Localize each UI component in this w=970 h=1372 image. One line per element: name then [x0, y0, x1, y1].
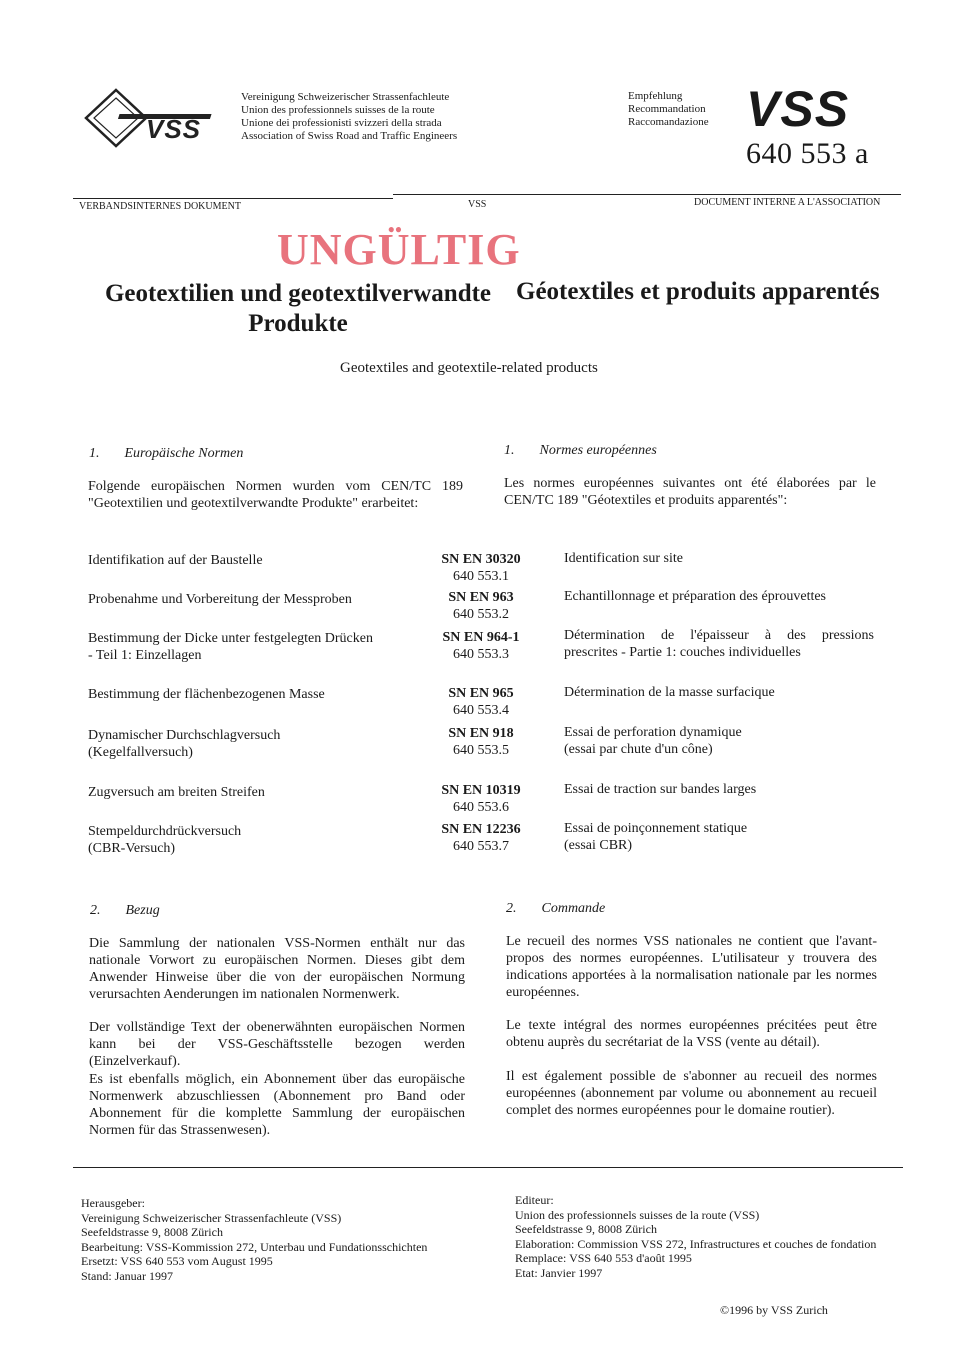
section1-num-de: 1. [89, 446, 100, 461]
publisher-fr-org: Union des professionnels suisses de la route (VSS) [515, 1207, 760, 1222]
org-name-en: Association of Swiss Road and Traffic Engineers [241, 130, 458, 142]
section2-paragraph1-de: Die Sammlung der nationalen VSS-Normen enthält nur das nationale Vorwort zu europäischen Normen. Dieses gibt dem Anwender Hinweise über die von der europäischen Normung verursachten Aenderungen im nationalen Normenwerk. [89, 936, 465, 1002]
publisher-fr-status: Etat: Janvier 1997 [515, 1265, 603, 1280]
norm-row-code [421, 629, 541, 663]
section1-intro-de [88, 478, 463, 512]
title-de-line1: Geotextilien und geotextilverwandte [104, 280, 492, 307]
norm-fr-text: Détermination de l'épaisseur à des pressions [564, 628, 874, 643]
norm-row-fr [564, 627, 874, 661]
org-names [241, 91, 481, 143]
norm-de-text: Identifikation auf der Baustelle [88, 553, 263, 568]
publisher-de [81, 1196, 481, 1283]
recommendation-it: Raccomandazione [628, 116, 709, 128]
norm-row-code [421, 821, 541, 855]
norm-code: SN EN 30320 [441, 552, 521, 567]
section2-heading-fr [506, 900, 605, 917]
header-rule-left [73, 198, 393, 199]
norm-row-fr [564, 781, 874, 798]
norm-fr-text: Essai de traction sur bandes larges [564, 782, 757, 797]
section1-heading-fr [504, 442, 657, 459]
norm-code: SN EN 965 [448, 686, 514, 701]
vss-logo [84, 88, 224, 150]
footer-rule [73, 1167, 903, 1168]
norm-row-de [88, 784, 418, 801]
norm-row-fr [564, 550, 874, 567]
section1-intro-fr-line2: CEN/TC 189 "Géotextiles et produits apparentés": [504, 493, 788, 508]
norm-de-text: Dynamischer Durchschlagversuch [88, 728, 281, 743]
norm-fr-text-cont: prescrites - Partie 1: couches individuelles [564, 645, 801, 660]
norm-row-de [88, 686, 418, 703]
norm-fr-text: Essai de poinçonnement statique [564, 821, 748, 836]
copyright: ©1996 by VSS Zurich [720, 1303, 828, 1317]
publisher-de-commission: Bearbeitung: VSS-Kommission 272, Unterbau und Fundationsschichten [81, 1239, 428, 1254]
section2-paragraph2-fr: Le texte intégral des normes européennes précitées peut être obtenu auprès du secrétariat de la VSS (vente au détail). [506, 1018, 877, 1050]
norm-vss-number: 640 553.2 [453, 607, 509, 622]
section2-paragraph2-de: Der vollständige Text der obenerwähnten europäischen Normen kann bei der VSS-Geschäftsstelle bezogen werden (Einzelverkauf). [89, 1020, 465, 1069]
invalid-stamp: UNGÜLTIG [277, 225, 521, 274]
norm-vss-number: 640 553.1 [453, 569, 509, 584]
norm-row-code [421, 551, 541, 585]
norm-fr-text-cont: (essai CBR) [564, 838, 633, 853]
brand-vss: VSS [746, 81, 850, 137]
norm-de-text: Bestimmung der flächenbezogenen Masse [88, 687, 325, 702]
norm-row-code [421, 685, 541, 719]
norm-row-de [88, 552, 418, 569]
norm-code: SN EN 10319 [441, 783, 521, 798]
norm-fr-text-cont: (essai par chute d'un cône) [564, 742, 713, 757]
internal-document-center: VSS [468, 199, 487, 210]
norm-row-de [88, 727, 418, 761]
publisher-fr-replaces: Remplace: VSS 640 553 d'août 1995 [515, 1251, 692, 1265]
norm-vss-number: 640 553.5 [453, 743, 509, 758]
norm-row-code [421, 725, 541, 759]
internal-document-de: VERBANDSINTERNES DOKUMENT [79, 201, 241, 212]
publisher-de-status: Stand: Januar 1997 [81, 1268, 173, 1283]
norm-row-code [421, 782, 541, 816]
section1-intro-fr-line1: Les normes européennes suivantes ont été élaborées par le [504, 476, 876, 491]
section2-num-de: 2. [90, 903, 101, 918]
section1-intro-de-line2: "Geotextilien und geotextilverwandte Produkte" erarbeitet: [88, 496, 419, 511]
recommendation-labels [628, 90, 738, 129]
norm-row-de [88, 630, 418, 664]
norm-vss-number: 640 553.4 [453, 703, 509, 718]
norm-fr-text: Echantillonnage et préparation des éprouvettes [564, 589, 827, 604]
norm-code: SN EN 963 [448, 590, 514, 605]
norm-row-de [88, 823, 418, 857]
recommendation-fr: Recommandation [628, 103, 706, 115]
norm-de-text: Bestimmung der Dicke unter festgelegten Drücken [88, 631, 373, 646]
publisher-fr [515, 1193, 905, 1280]
norm-row-de [88, 591, 418, 608]
section2-paragraph3-de: Es ist ebenfalls möglich, ein Abonnement über das europäische Normenwerk abzuschliessen (Abonnement pro Band oder Abonnement für die komplette Sammlung der europäischen Normen für das Strassenwesen). [89, 1072, 465, 1138]
org-name-fr: Union des professionnels suisses de la route [241, 104, 435, 116]
org-name-de: Vereinigung Schweizerischer Strassenfachleute [241, 91, 450, 103]
header-rule-right [393, 194, 901, 195]
norm-vss-number: 640 553.3 [453, 647, 509, 662]
publisher-de-label: Herausgeber: [81, 1196, 145, 1210]
norm-de-text: Zugversuch am breiten Streifen [88, 785, 265, 800]
title-de [88, 279, 508, 339]
norm-de-text: Stempeldurchdrückversuch [88, 824, 242, 839]
section2-heading-de [90, 902, 160, 919]
publisher-fr-label: Editeur: [515, 1193, 554, 1207]
section2-title-fr: Commande [541, 901, 606, 916]
title-en: Geotextiles and geotextile-related products [340, 360, 598, 376]
norm-row-fr [564, 684, 874, 701]
section1-title-fr: Normes européennes [539, 443, 657, 458]
norm-de-text-cont: - Teil 1: Einzellagen [88, 648, 202, 663]
publisher-de-address: Seefeldstrasse 9, 8008 Zürich [81, 1225, 223, 1239]
section1-title-de: Europäische Normen [124, 446, 244, 461]
norm-row-code [421, 589, 541, 623]
section2-title-de: Bezug [125, 903, 160, 918]
svg-text:VSS: VSS [146, 114, 202, 144]
norm-fr-text: Détermination de la masse surfacique [564, 685, 775, 700]
section2-paragraph1-fr: Le recueil des normes VSS nationales ne contient que l'avant-propos des normes européennes. L'utilisateur y trouvera des indications apportées à la normalisation nationale par les normes européennes. [506, 934, 877, 1000]
norm-code: SN EN 12236 [441, 822, 521, 837]
section2-num-fr: 2. [506, 901, 517, 916]
document-number: 640 553 a [746, 137, 869, 170]
section1-heading-de [89, 445, 243, 462]
publisher-de-org: Vereinigung Schweizerischer Strassenfachleute (VSS) [81, 1210, 342, 1225]
title-de-line2: Produkte [248, 310, 348, 337]
norm-de-text-cont: (Kegelfallversuch) [88, 745, 193, 760]
org-name-it: Unione dei professionisti svizzeri della strada [241, 117, 442, 129]
section1-num-fr: 1. [504, 443, 515, 458]
title-fr: Géotextiles et produits apparentés [516, 278, 880, 305]
internal-document-fr: DOCUMENT INTERNE A L'ASSOCIATION [694, 197, 881, 208]
publisher-fr-address: Seefeldstrasse 9, 8008 Zürich [515, 1222, 657, 1236]
norm-row-fr [564, 724, 874, 758]
recommendation-de: Empfehlung [628, 90, 683, 102]
section1-intro-fr [504, 475, 876, 509]
norm-fr-text: Identification sur site [564, 551, 683, 566]
vss-logo-graphic [84, 88, 224, 150]
publisher-de-replaces: Ersetzt: VSS 640 553 vom August 1995 [81, 1254, 273, 1268]
section1-intro-de-line1: Folgende europäischen Normen wurden vom CEN/TC 189 [88, 479, 463, 494]
norm-de-text: Probenahme und Vorbereitung der Messproben [88, 592, 352, 607]
publisher-fr-commission: Elaboration: Commission VSS 272, Infrastructures et couches de fondation [515, 1236, 877, 1251]
norm-de-text-cont: (CBR-Versuch) [88, 841, 176, 856]
norm-code: SN EN 918 [448, 726, 514, 741]
norm-row-fr [564, 820, 874, 854]
norm-vss-number: 640 553.6 [453, 800, 509, 815]
section2-paragraph3-fr: Il est également possible de s'abonner au recueil des normes européennes (abonnement par volume ou abonnement au recueil complet des normes européennes pour le domaine routier). [506, 1069, 877, 1118]
norm-vss-number: 640 553.7 [453, 839, 509, 854]
norm-code: SN EN 964-1 [442, 630, 520, 645]
norm-fr-text: Essai de perforation dynamique [564, 725, 742, 740]
norm-row-fr [564, 588, 874, 605]
